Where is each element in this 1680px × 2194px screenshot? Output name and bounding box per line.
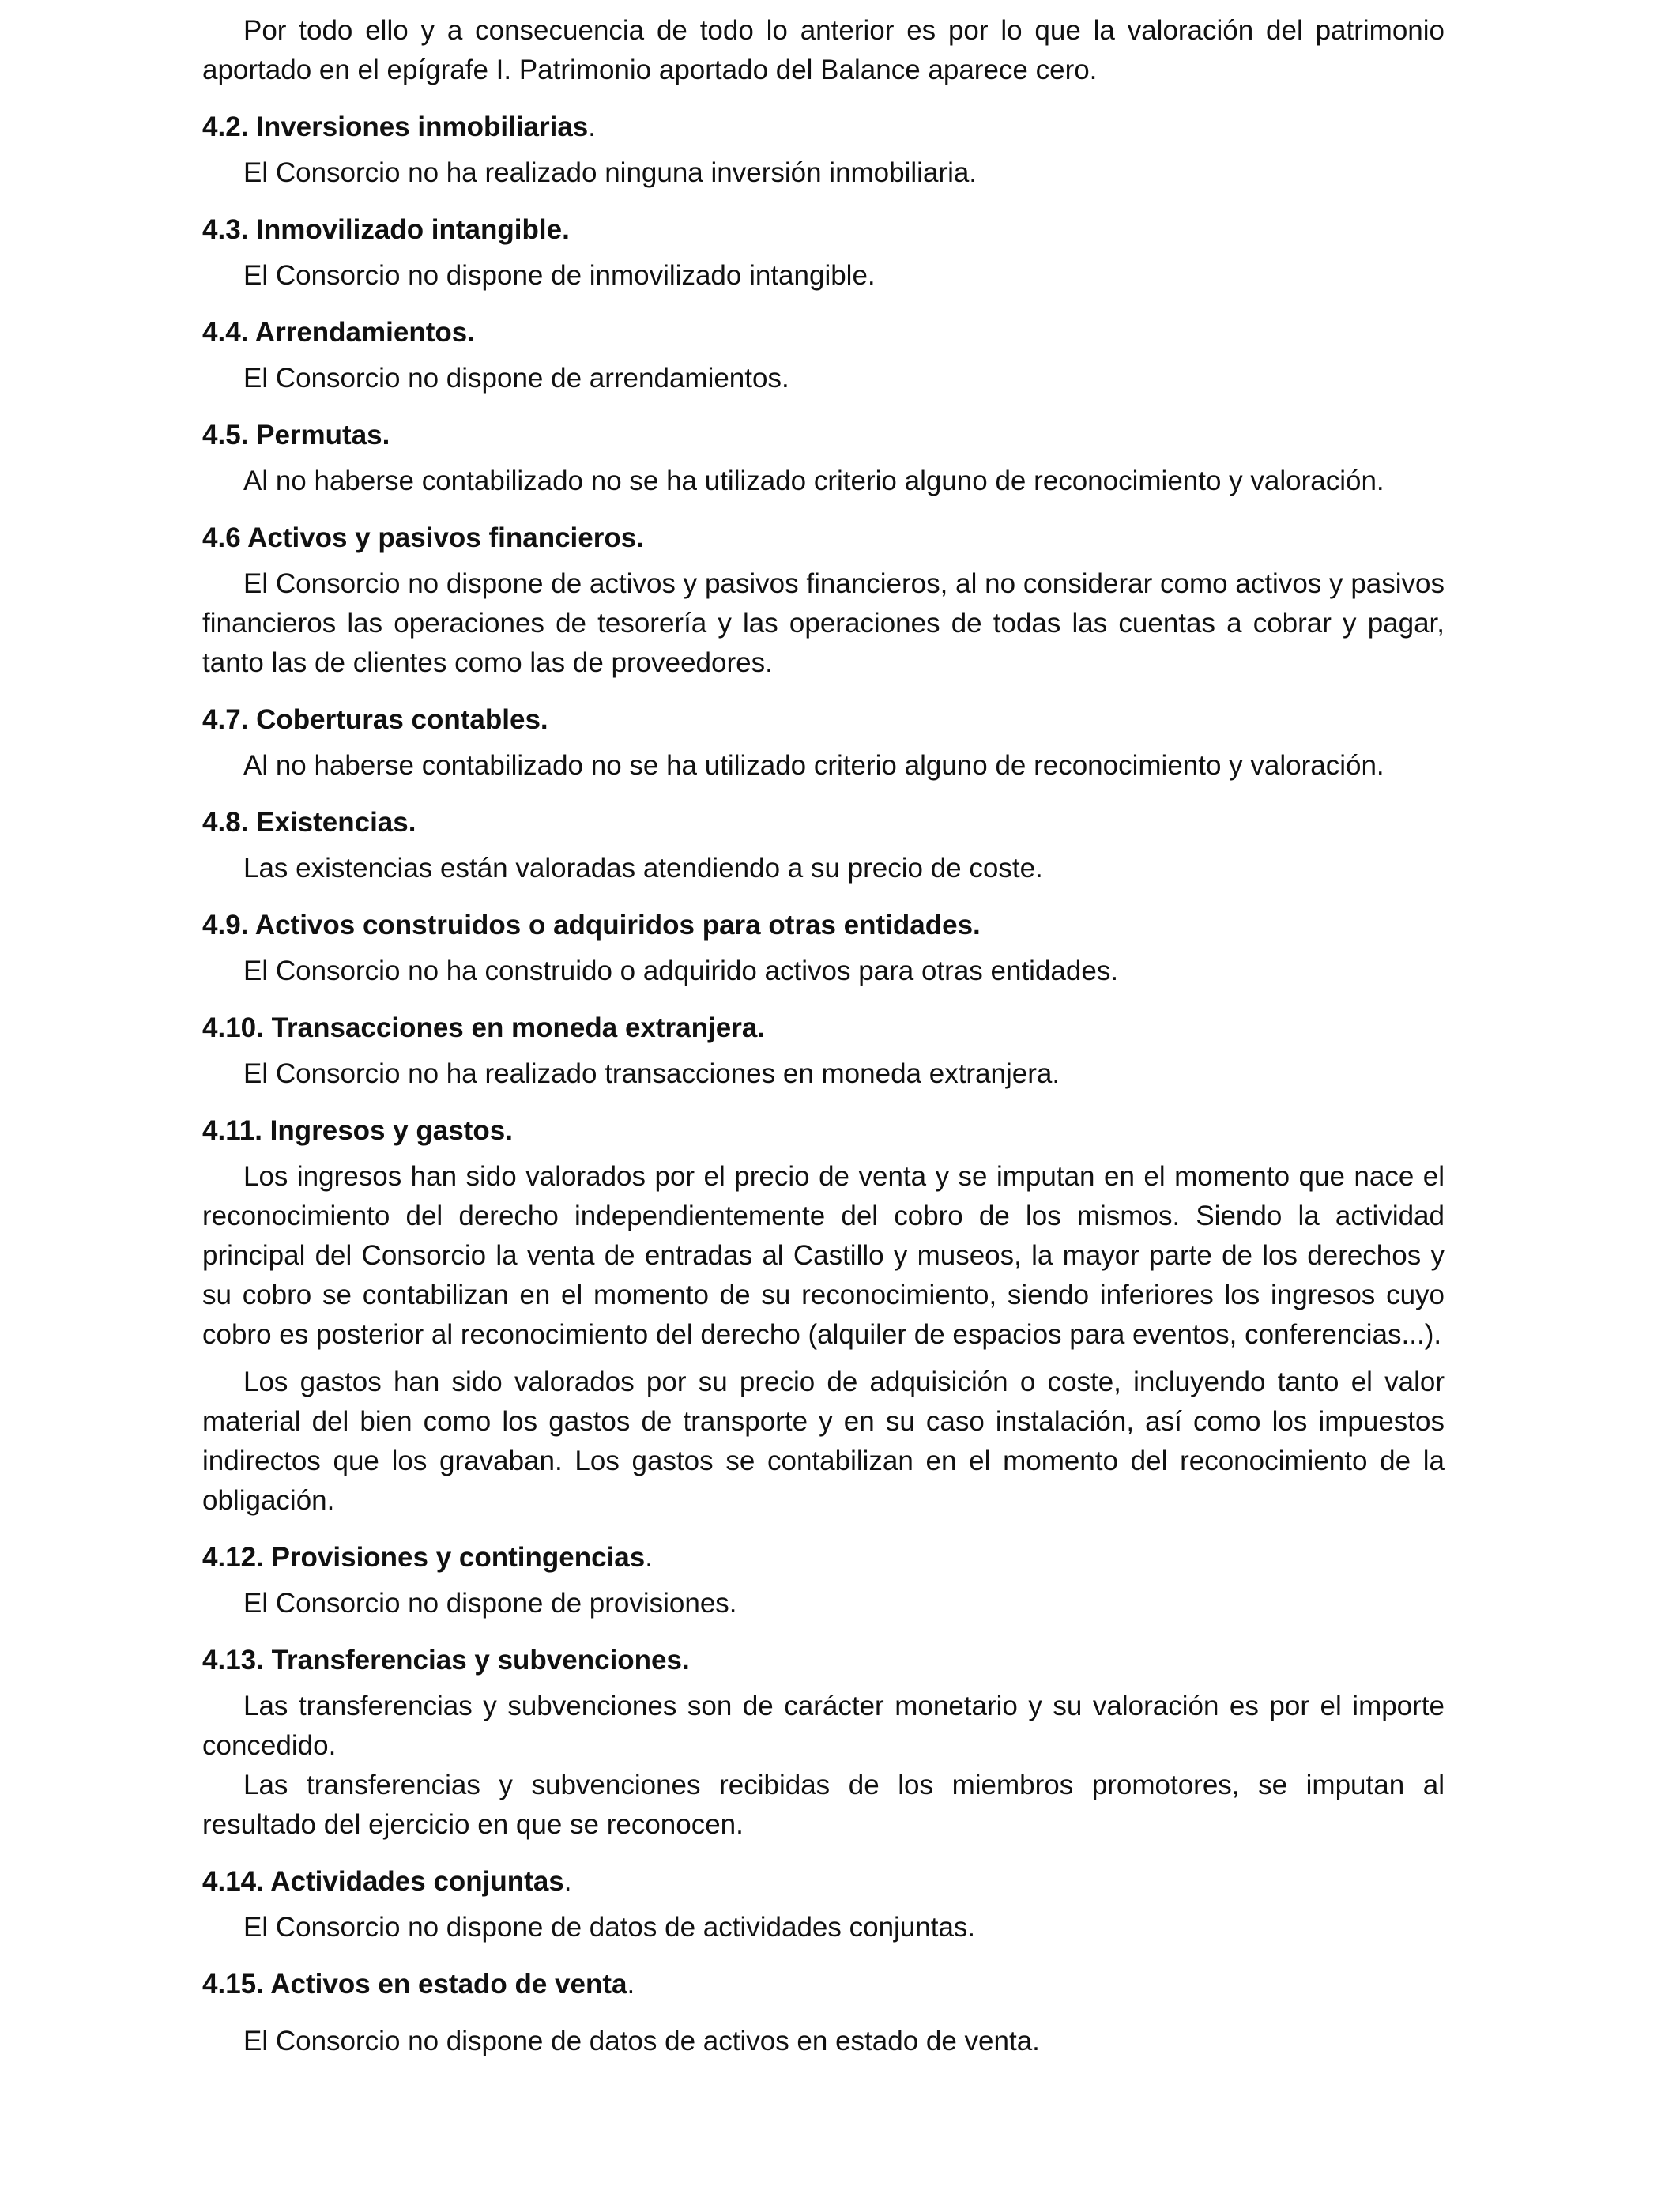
heading-4-8: 4.8. Existencias. bbox=[202, 807, 416, 838]
heading-title: 4.2. Inversiones inmobiliarias bbox=[202, 111, 589, 142]
paragraph-4-14: El Consorcio no dispone de datos de actividades conjuntas. bbox=[243, 1912, 976, 1943]
heading-4-5: 4.5. Permutas. bbox=[202, 420, 390, 450]
paragraph-4-13-b: Las transferencias y subvenciones recibidas de los miembros promotores, se imputan al resultado del ejercicio en que se reconocen. bbox=[202, 1770, 1445, 1840]
heading-4-7: 4.7. Coberturas contables. bbox=[202, 704, 548, 735]
heading-title: 4.14. Actividades conjuntas bbox=[202, 1866, 564, 1897]
paragraph-4-10: El Consorcio no ha realizado transacciones en moneda extranjera. bbox=[243, 1058, 1060, 1089]
heading-title: 4.15. Activos en estado de venta bbox=[202, 1969, 627, 2000]
heading-4-14 bbox=[202, 1862, 1445, 1902]
heading-4-9: 4.9. Activos construidos o adquiridos para otras entidades. bbox=[202, 910, 981, 941]
paragraph-4-4: El Consorcio no dispone de arrendamientos. bbox=[243, 363, 789, 394]
paragraph-4-11-gastos: Los gastos han sido valorados por su precio de adquisición o coste, incluyendo tanto el valor material del bien como los gastos de transporte y en su caso instalación, así como los impuestos indirectos que los gravaban. Los gastos se contabilizan en el momento del reconocimiento de la obligación. bbox=[202, 1367, 1445, 1516]
heading-4-12 bbox=[202, 1538, 1445, 1578]
heading-tail: . bbox=[645, 1542, 653, 1573]
paragraph-4-7: Al no haberse contabilizado no se ha utilizado criterio alguno de reconocimiento y valoración. bbox=[243, 750, 1384, 781]
heading-tail: . bbox=[588, 111, 596, 142]
heading-4-10: 4.10. Transacciones en moneda extranjera. bbox=[202, 1012, 766, 1043]
heading-4-4: 4.4. Arrendamientos. bbox=[202, 317, 475, 348]
paragraph-4-3: El Consorcio no dispone de inmovilizado intangible. bbox=[243, 260, 876, 291]
paragraph-4-6: El Consorcio no dispone de activos y pasivos financieros, al no considerar como activos y pasivos financieros las operaciones de tesorería y las operaciones de todas las cuentas a cobrar y pagar, tanto las de clientes como las de proveedores. bbox=[202, 568, 1445, 678]
paragraph-4-9: El Consorcio no ha construido o adquirido activos para otras entidades. bbox=[243, 956, 1119, 986]
paragraph-4-15: El Consorcio no dispone de datos de activos en estado de venta. bbox=[243, 2026, 1040, 2056]
heading-4-6: 4.6 Activos y pasivos financieros. bbox=[202, 522, 644, 553]
heading-4-15 bbox=[202, 1965, 1445, 2004]
heading-title: 4.12. Provisiones y contingencias bbox=[202, 1542, 646, 1573]
heading-tail: . bbox=[563, 1866, 572, 1897]
heading-4-11: 4.11. Ingresos y gastos. bbox=[202, 1115, 513, 1146]
intro-paragraph: Por todo ello y a consecuencia de todo lo anterior es por lo que la valoración del patrimonio aportado en el epígrafe I. Patrimonio aportado del Balance aparece cero. bbox=[202, 15, 1445, 85]
paragraph-4-12: El Consorcio no dispone de provisiones. bbox=[243, 1588, 737, 1619]
paragraph-4-11-ingresos: Los ingresos han sido valorados por el precio de venta y se imputan en el momento que nace el reconocimiento del derecho independientemente del cobro de los mismos. Siendo la actividad principal del Consorcio la venta de entradas al Castillo y museos, la mayor parte de los derechos y su cobro se contabilizan en el momento de su reconocimiento, siendo inferiores los ingresos cuyo cobro es posterior al reconocimiento del derecho (alquiler de espacios para eventos, conferencias...). bbox=[202, 1161, 1445, 1350]
document-page bbox=[202, 11, 1445, 2061]
heading-4-2 bbox=[202, 107, 1445, 147]
paragraph-4-2: El Consorcio no ha realizado ninguna inversión inmobiliaria. bbox=[243, 157, 977, 188]
paragraph-4-13-a: Las transferencias y subvenciones son de carácter monetario y su valoración es por el importe concedido. bbox=[202, 1691, 1445, 1761]
heading-4-3: 4.3. Inmovilizado intangible. bbox=[202, 214, 570, 245]
heading-4-13: 4.13. Transferencias y subvenciones. bbox=[202, 1645, 690, 1676]
paragraph-4-8: Las existencias están valoradas atendiendo a su precio de coste. bbox=[243, 853, 1043, 884]
paragraph-4-5: Al no haberse contabilizado no se ha utilizado criterio alguno de reconocimiento y valoración. bbox=[243, 466, 1384, 496]
heading-tail: . bbox=[627, 1969, 635, 2000]
